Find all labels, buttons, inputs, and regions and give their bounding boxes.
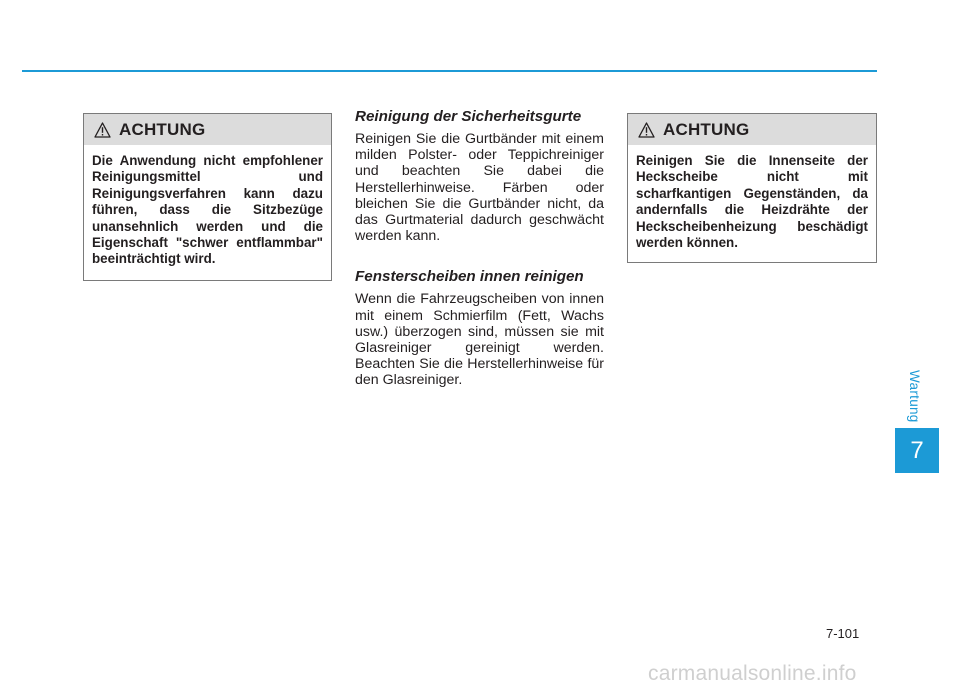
section-text-seatbelts: Reinigen Sie die Gurtbänder mit einem milden Polster- oder Teppichreiniger und beachten Sie dabei die Herstellerhinweise. Färben oder bleichen Sie die Gurtbänder nicht, da das Gurtmaterial dadurch geschwächt werden kann. — [355, 131, 604, 245]
warning-box-rear-window — [627, 113, 877, 263]
warning-header — [84, 114, 331, 145]
warning-title: ACHTUNG — [119, 119, 206, 139]
section-heading-seatbelts: Reinigung der Sicherheitsgurte — [355, 108, 582, 125]
warning-header — [628, 114, 876, 145]
warning-triangle-icon — [94, 122, 111, 138]
top-rule — [22, 70, 877, 72]
warning-box-upholstery — [83, 113, 332, 281]
warning-triangle-icon — [638, 122, 655, 138]
chapter-number-tab: 7 — [895, 428, 939, 473]
warning-title: ACHTUNG — [663, 119, 750, 139]
section-heading-windows: Fensterscheiben innen reinigen — [355, 268, 584, 286]
middle-column — [355, 108, 604, 389]
warning-text: Die Anwendung nicht empfohlener Reinigungsmittel und Reinigungsverfahren kann dazu führen, dass die Sitzbezüge unansehnlich werden und die Eigenschaft "schwer entflammbar" beeinträchtigt wird. — [92, 153, 323, 267]
page-number: 7-101 — [826, 626, 860, 641]
watermark: carmanualsonline.info — [648, 662, 857, 685]
chapter-label: Wartung — [907, 370, 922, 423]
warning-text: Reinigen Sie die Innenseite der Heckscheibe nicht mit scharfkantigen Gegenständen, da andernfalls die Heizdrähte der Heckscheibenheizung beschädigt werden können. — [636, 153, 868, 251]
section-text-windows: Wenn die Fahrzeugscheiben von innen mit einem Schmierfilm (Fett, Wachs usw.) überzogen sind, müssen sie mit Glasreiniger gereinigt werden. Beachten Sie die Herstellerhinweise für den Glasreiniger. — [355, 291, 604, 389]
